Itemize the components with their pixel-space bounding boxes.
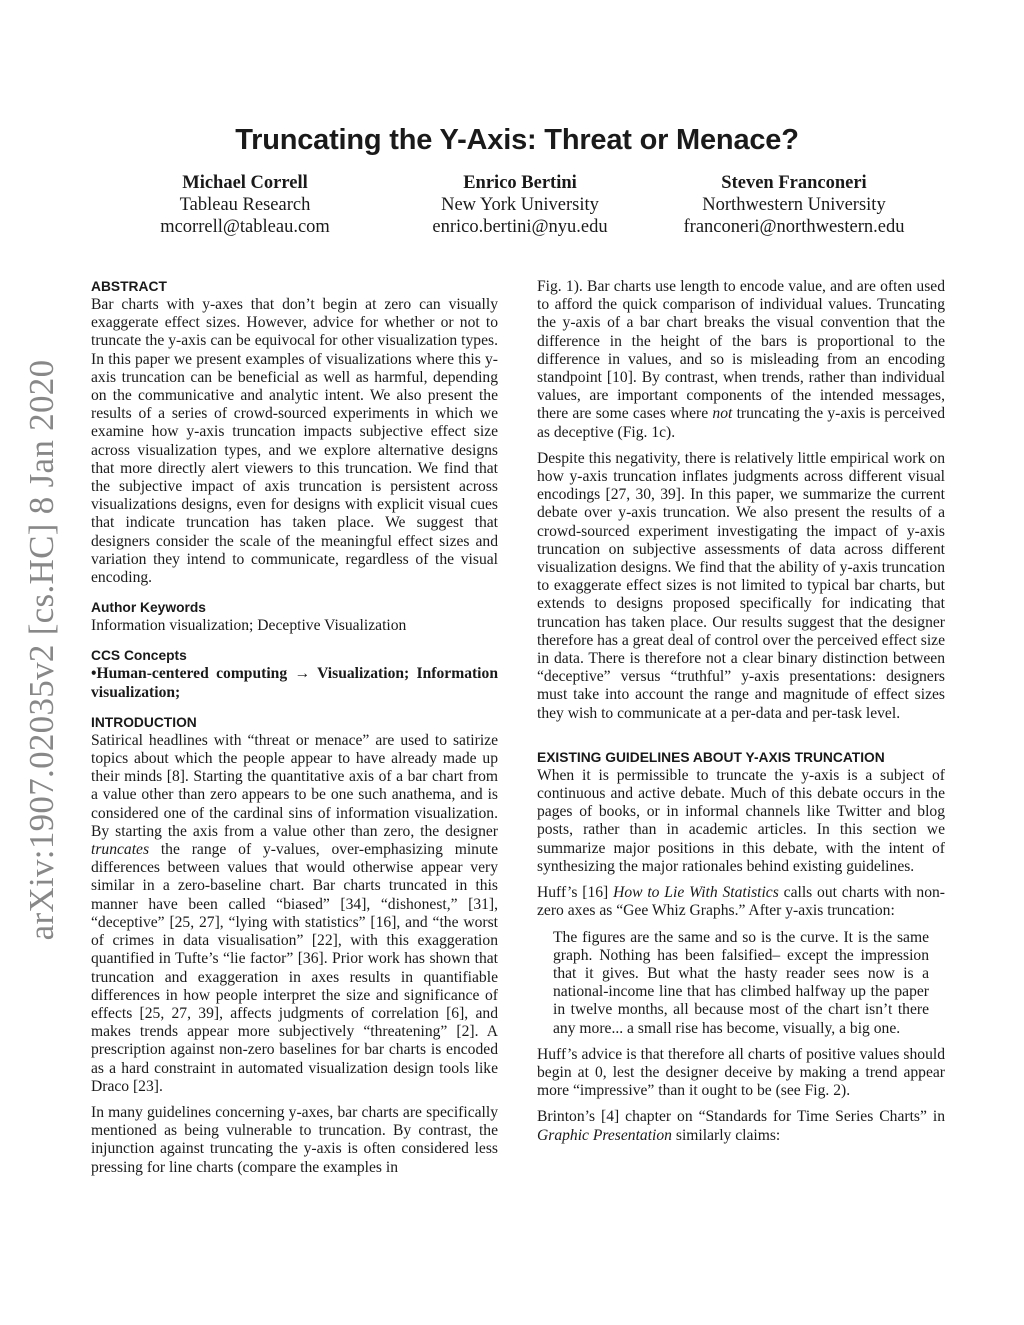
text-run: the range of y-values, over-emphasizing minute differences between values that would otherwise appear very similar in a zero-baseline chart. Bar charts truncated in this manner have been called “biased” [34], “dishonest,” [31], “deceptive” [25, 27], “lying with statistics” [16], and “the worst of crimes in data visualisation” [22], with this exaggeration quantified in Tufte’s “lie factor” [36]. Prior work has shown that truncation and exaggeration in axes results in quantifiable differences in how people interpret the size and significance of effects [25, 27, 39], affects judgments of correlation [6], and makes trends appear more subjectively “threatening” [2]. A prescription against non-zero baselines for bar charts is encoded as a hard constraint in automated visualization design tools like Draco [23].	[91, 841, 498, 1095]
guidelines-heading: EXISTING GUIDELINES ABOUT Y-AXIS TRUNCATION	[537, 749, 885, 765]
author-1	[95, 172, 395, 238]
text-run: calls out charts with non-zero axes as “Gee Whiz Graphs.” After y-axis truncation:	[537, 884, 945, 920]
abstract-text: Bar charts with y-axes that don’t begin at zero can visually exaggerate effect sizes. However, advice for whether or not to truncate the y-axis can be equivocal for other visualization types. In this paper we present examples of visualizations where this y-axis truncation can be beneficial as well as harmful, depending on the communicative and analytic intent. We also present the results of a series of crowd-sourced experiments in which we examine how y-axis truncation impacts subjective effect size across visualization types, and we explore alternative designs that more directly alert viewers to this truncation. We find that the subjective impact of axis truncation is persistent across visualizations designs, even for designs with explicit visual cues that indicate truncation has taken place. We suggest that designers consider the scale of the meaningful effect sizes and variation they intend to communicate, regardless of the visual encoding.	[91, 296, 498, 587]
author-email: mcorrell@tableau.com	[160, 217, 330, 237]
guidelines-paragraph-3: Huff’s advice is that therefore all charts of positive values should begin at 0, lest the designer deceive by making a trend appear more “impressive” than it ought to be (see Fig. 2).	[537, 1045, 945, 1100]
intro-continued-paragraph-2: Despite this negativity, there is relatively little empirical work on how y-axis truncation inflates judgments across different visual encodings [27, 30, 39]. In this paper, we summarize the current debate over y-axis truncation. We also present the results of a crowd-sourced experiment investigating the impact of y-axis truncation on subjective assessments of data across different visualization designs. We find that the ability of y-axis truncation to exaggerate effect sizes is not limited to typical bar charts, but extends to designs proposed specifically for indicating that truncation has taken place. Our results suggest that the designer therefore has a great deal of control over the perceived effect size in data. There is therefore not a clear binary distinction between “deceptive” versus “truthful” y-axis presentations: designers must take into account the range and magnitude of effect sizes they wish to communicate at a per-data and per-task level.	[537, 449, 945, 722]
left-column	[91, 278, 498, 1185]
introduction-paragraph-2: In many guidelines concerning y-axes, bar charts are specifically mentioned as being vulnerable to truncation. By contrast, the injunction against truncating the y-axis is often considered less pressing for line charts (compare the examples in	[91, 1103, 498, 1176]
ccs-text: •Human-centered computing → Visualization; Information visualization;	[91, 665, 498, 701]
keywords-text: Information visualization; Deceptive Visualization	[91, 617, 407, 635]
author-name: Enrico Bertini	[463, 173, 577, 193]
huff-quote: The figures are the same and so is the curve. It is the same graph. Nothing has been falsified– except the impression that it gives. But what the hasty reader sees now is a national-income line that has climbed halfway up the paper in twelve months, all because most of the chart isn’t there any more... a small rise has become, visually, a big one.	[553, 928, 929, 1037]
author-affiliation: New York University	[441, 195, 599, 215]
author-email: enrico.bertini@nyu.edu	[432, 217, 608, 237]
author-2	[370, 172, 670, 238]
paper-title: Truncating the Y-Axis: Threat or Menace?	[235, 124, 799, 156]
introduction-paragraph-1	[91, 732, 498, 1096]
introduction-heading: INTRODUCTION	[91, 714, 197, 730]
intro-continued-paragraph-1	[537, 278, 945, 442]
keywords-heading: Author Keywords	[91, 600, 206, 616]
guidelines-paragraph-2	[537, 884, 945, 920]
author-name: Steven Franconeri	[721, 173, 867, 193]
text-run: Huff’s [16]	[537, 884, 614, 902]
author-name: Michael Correll	[182, 173, 308, 193]
arxiv-identifier: arXiv:1907.02035v2 [cs.HC] 8 Jan 2020	[22, 359, 61, 941]
guidelines-paragraph-4	[537, 1108, 945, 1144]
text-run: Fig. 1). Bar charts use length to encode value, and are often used to afford the quick comparison of individual values. Truncating the y-axis of a bar chart breaks the visual convention that the difference in the height of the bars is proportional to the difference in values, and so is misleading from an encoding standpoint [10]. By contrast, when trends, rather than individual values, are important components of the intended messages, there are some cases where	[537, 278, 945, 423]
text-run: Brinton’s [4] chapter on “Standards for Time Series Charts” in	[537, 1108, 945, 1126]
emphasis: How to Lie With Statistics	[613, 884, 779, 902]
author-affiliation: Northwestern University	[702, 195, 886, 215]
emphasis: truncates	[91, 841, 150, 859]
emphasis: Graphic Presentation	[537, 1126, 672, 1144]
author-3	[644, 172, 944, 238]
abstract-heading: ABSTRACT	[91, 279, 167, 294]
author-affiliation: Tableau Research	[179, 195, 311, 215]
ccs-heading: CCS Concepts	[91, 648, 187, 664]
text-run: similarly claims:	[671, 1126, 781, 1144]
guidelines-paragraph-1: When it is permissible to truncate the y-axis is a subject of continuous and active debate. Much of this debate occurs in the pages of books, or in informal channels like Twitter and blog posts, rather than in academic articles. In this section we summarize major positions in this debate, with the intent of synthesizing the major rationales behind existing guidelines.	[537, 766, 945, 875]
text-run: Satirical headlines with “threat or menace” are used to satirize topics about which the people appear to have already made up their minds [8]. Starting the quantitative axis of a bar chart from a value other than zero appears to be one such anathema, and is considered one of the cardinal sins of information visualization. By starting the axis from a value other than zero, the designer	[91, 731, 498, 840]
right-column	[537, 278, 945, 1153]
author-email: franconeri@northwestern.edu	[683, 217, 905, 237]
emphasis: not	[712, 405, 733, 423]
text-run: truncating the y-axis is perceived as deceptive (Fig. 1c).	[537, 405, 946, 441]
